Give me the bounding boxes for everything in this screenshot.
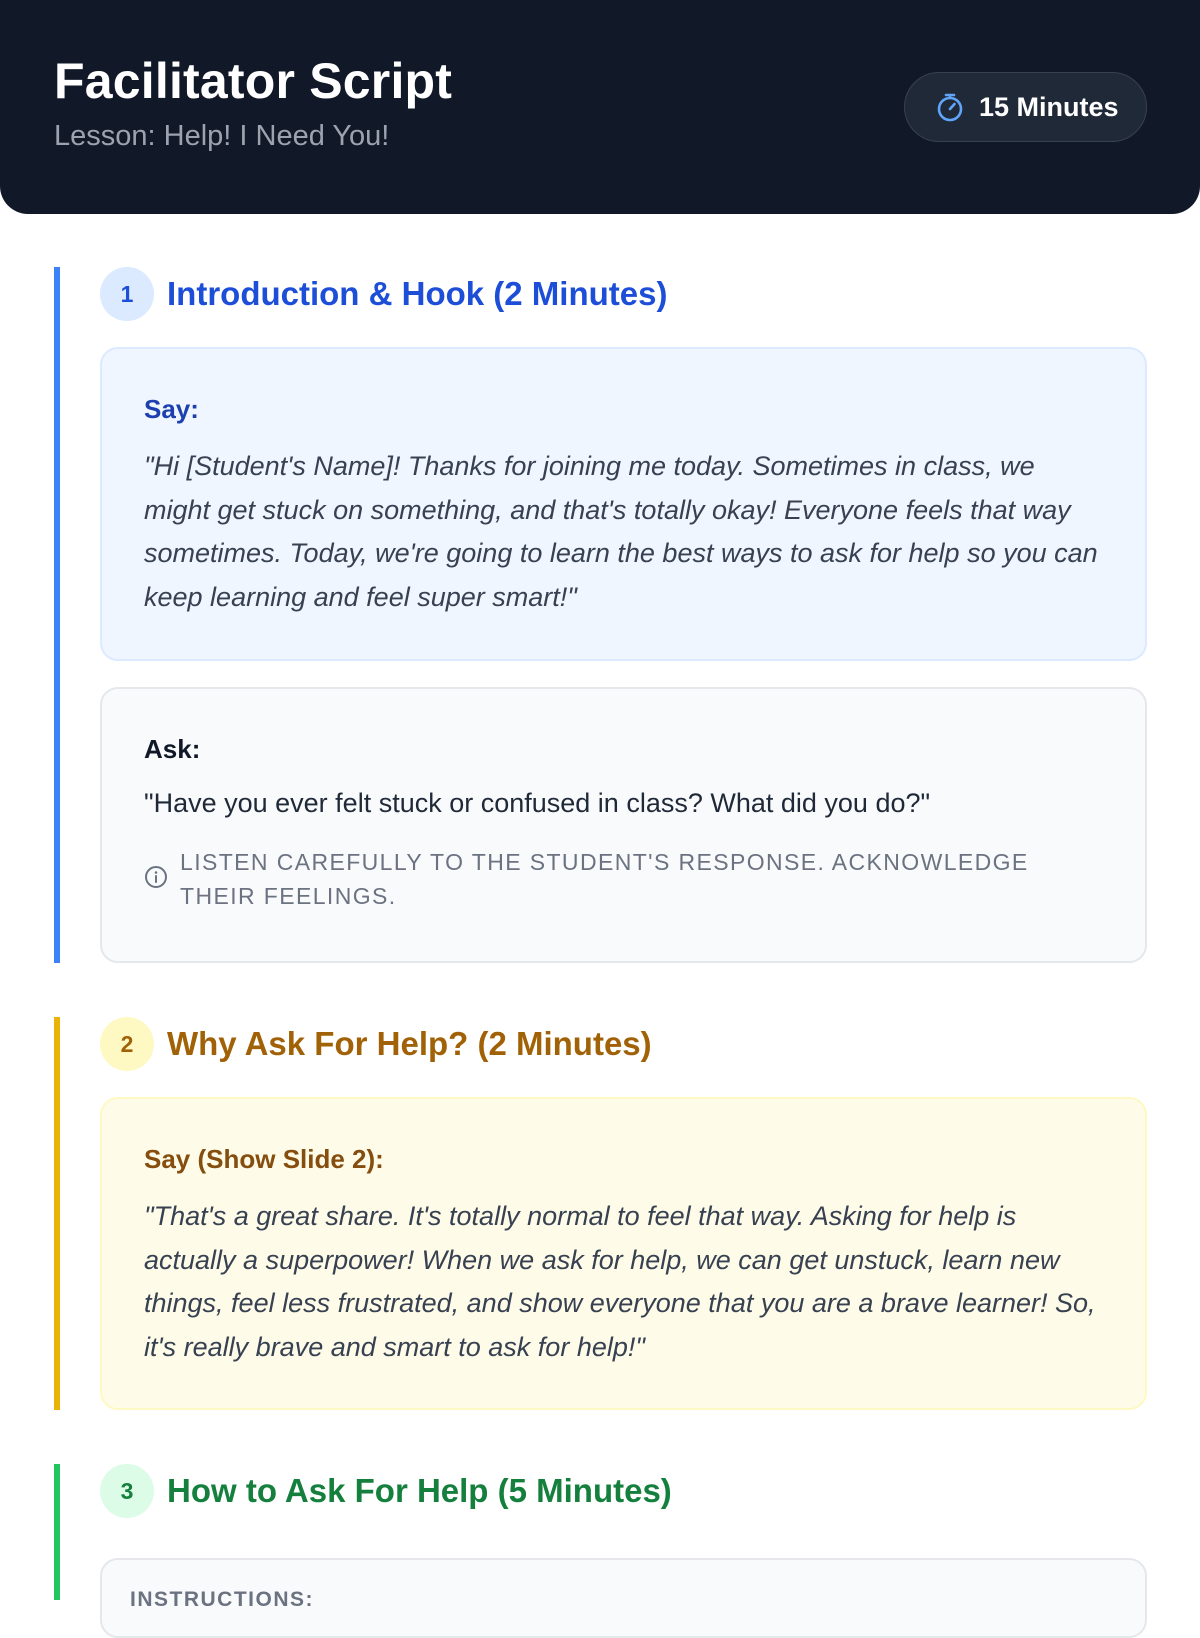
say-label: Say: [144, 394, 199, 424]
section-1-number: 1 [100, 267, 154, 321]
page-title: Facilitator Script [54, 53, 453, 109]
section-1-title: Introduction & Hook (2 Minutes) [167, 275, 668, 312]
section-2-accent-bar [54, 1017, 60, 1410]
section-3-instructions-card [100, 1558, 1147, 1638]
timer-icon [935, 92, 965, 122]
section-3-number: 3 [100, 1464, 154, 1518]
section-1-ask-card [100, 687, 1147, 963]
section-2-number: 2 [100, 1017, 154, 1071]
lesson-subtitle: Lesson: Help! I Need You! [54, 120, 390, 152]
header [0, 0, 1200, 214]
ask-text: "Have you ever felt stuck or confused in class? What did you do?" [144, 788, 931, 818]
section-1-accent-bar [54, 267, 60, 963]
section-3-title: How to Ask For Help (5 Minutes) [167, 1472, 672, 1509]
note-text: LISTEN CAREFULLY TO THE STUDENT'S RESPONSE. ACKNOWLEDGE THEIR FEELINGS. [180, 849, 1029, 909]
facilitator-note [144, 845, 1105, 913]
section-2-title: Why Ask For Help? (2 Minutes) [167, 1025, 652, 1062]
say-slide-label: Say (Show Slide 2): [144, 1144, 384, 1174]
say-text: "Hi [Student's Name]! Thanks for joining me today. Sometimes in class, we might get stuck on something, and that's totally okay! Everyone feels that way sometimes. Today, we're going to learn the best ways to ask for help so you can keep learning and feel super smart!" [144, 451, 1098, 612]
instructions-label: INSTRUCTIONS: [130, 1588, 314, 1611]
section-1-say-card [100, 347, 1147, 661]
ask-label: Ask: [144, 734, 201, 764]
section-3-accent-bar [54, 1464, 60, 1600]
duration-badge [904, 72, 1147, 142]
info-icon [144, 865, 168, 889]
duration-label: 15 Minutes [979, 91, 1119, 122]
say-slide-text: "That's a great share. It's totally normal to feel that way. Asking for help is actually a superpower! When we ask for help, we can get unstuck, learn new things, feel less frustrated, and show everyone that you are a brave learner! So, it's really brave and smart to ask for help!" [144, 1201, 1096, 1362]
section-2-say-card [100, 1097, 1147, 1410]
